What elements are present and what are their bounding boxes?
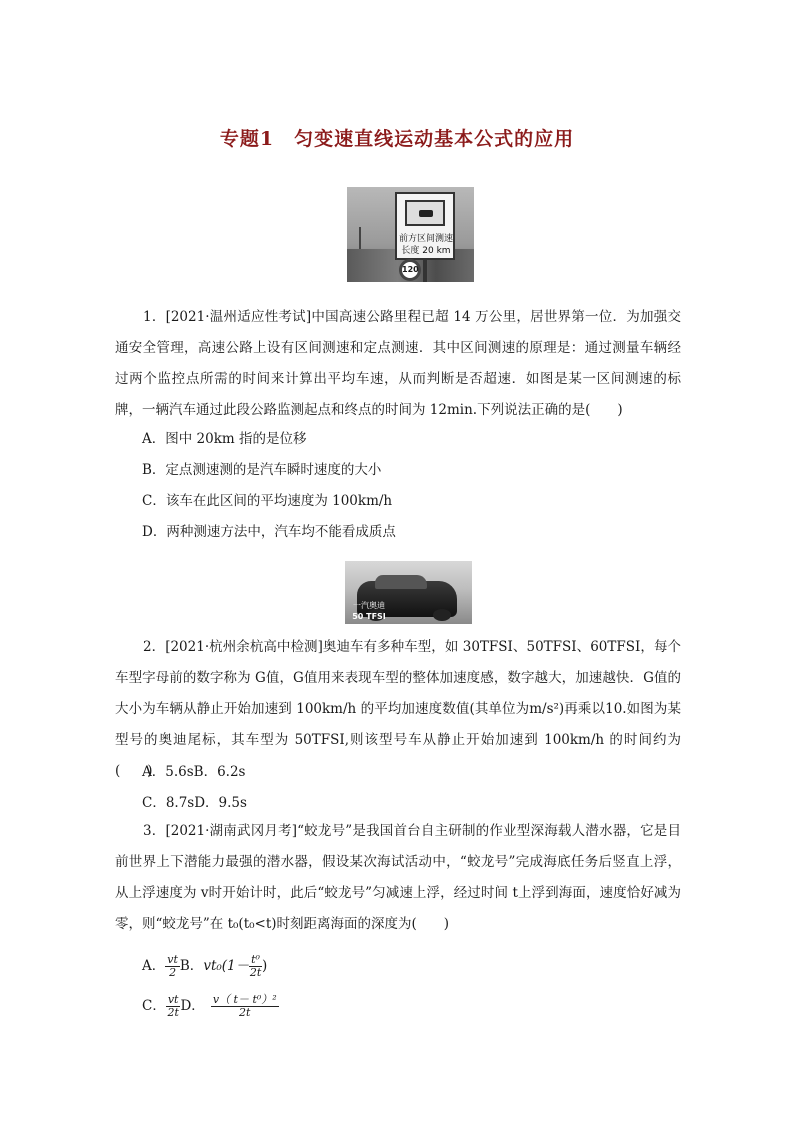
fraction-numerator: vt: [167, 953, 178, 966]
sign-text-line2: 长度 20 km: [401, 246, 451, 256]
page-title: 专题1 匀变速直线运动基本公式的应用: [219, 128, 575, 150]
speed-limit-sign: 120: [399, 259, 421, 281]
fraction-denominator: 2: [169, 966, 177, 979]
q1-option-c: C．该车在此区间的平均速度为 100km/h: [142, 493, 393, 509]
fraction-numerator: t⁰: [251, 953, 260, 966]
q3-option-b-label: B．: [179, 958, 204, 974]
car-wheel: [433, 609, 451, 621]
fraction-denominator: 2t: [239, 1006, 251, 1019]
question-3-text: 3．[2021·湖南武冈月考]“蛟龙号”是我国首台自主研制的作业型深海载人潜水器，它是目前世界上下潜能力最强的潜水器，假设某次海试活动中，“蛟龙号”完成海底任务后竖直上浮，从上浮速度为 v时开始计时，此后“蛟龙号”匀减速上浮，经过时间 t上浮到海面，速度恰好减为零，则“蛟龙号”在 t₀(t₀<t)时刻距离海面的深度为( ): [115, 823, 681, 932]
q2-options-ab: A．5.6sB．6.2s: [142, 764, 246, 780]
fraction-numerator: v（ t－ t⁰）²: [212, 993, 277, 1006]
q3-option-c-label: C．: [142, 998, 166, 1014]
q1-option-d: D．两种测速方法中，汽车均不能看成质点: [142, 524, 396, 540]
q3-option-b-fraction: [249, 954, 262, 979]
camera-icon: [405, 200, 445, 226]
fraction-numerator: vt: [167, 993, 179, 1006]
q2-options-cd: C．8.7sD．9.5s: [142, 795, 247, 811]
q3-option-b-suffix: ): [261, 958, 268, 974]
speed-zone-sign-photo: [347, 187, 474, 282]
fraction-denominator: 2t: [167, 1006, 179, 1019]
fraction-denominator: 2t: [249, 966, 262, 979]
q1-option-b: B．定点测速测的是汽车瞬时速度的大小: [142, 462, 382, 478]
speed-zone-sign: [395, 192, 455, 260]
question-2-text: 2．[2021·杭州余杭高中检测]奥迪车有多种车型，如 30TFSI、50TFSI、60TFSI，每个车型字母前的数字称为 G值，G值用来表现车型的整体加速度感，数字越大，加速越快．G值的大小为车辆从静止开始加速到 100km/h 的平均加速度数值(其单位为m/s²)再乘以10.如图为某型号的奥迪尾标，其车型为 50TFSI,则该型号车从静止开始加速到 100km/h 的时间约为( ): [115, 639, 681, 779]
car-caption-model: 50 TFSI: [352, 612, 386, 621]
car-caption-brand: 一汽奥迪: [353, 601, 385, 610]
sign-text-line1: 前方区间测速: [399, 234, 454, 244]
q3-option-c-fraction: [166, 994, 181, 1019]
q3-option-d-label: D．: [180, 998, 205, 1014]
q3-option-a-fraction: [165, 954, 180, 979]
sign-pole: [423, 260, 427, 282]
q3-option-a-label: A．: [142, 958, 166, 974]
q3-option-b-prefix: vt₀(1－: [203, 958, 250, 974]
q3-options-ab: [142, 954, 267, 979]
question-1-text: 1．[2021·温州适应性考试]中国高速公路里程已超 14 万公里，居世界第一位．为加强交通安全管理，高速公路上设有区间测速和定点测速．其中区间测速的原理是：通过测量车辆经过两个监控点所需的时间来计算出平均车速，从而判断是否超速．如图是某一区间测速的标牌，一辆汽车通过此段公路监测起点和终点的时间为 12min.下列说法正确的是( ): [115, 309, 681, 418]
q1-option-a: A．图中 20km 指的是位移: [142, 431, 307, 447]
q3-options-cd: [142, 994, 279, 1019]
car-window: [375, 575, 427, 589]
q3-option-d-fraction: [211, 994, 279, 1019]
audi-car-photo: [345, 561, 472, 624]
